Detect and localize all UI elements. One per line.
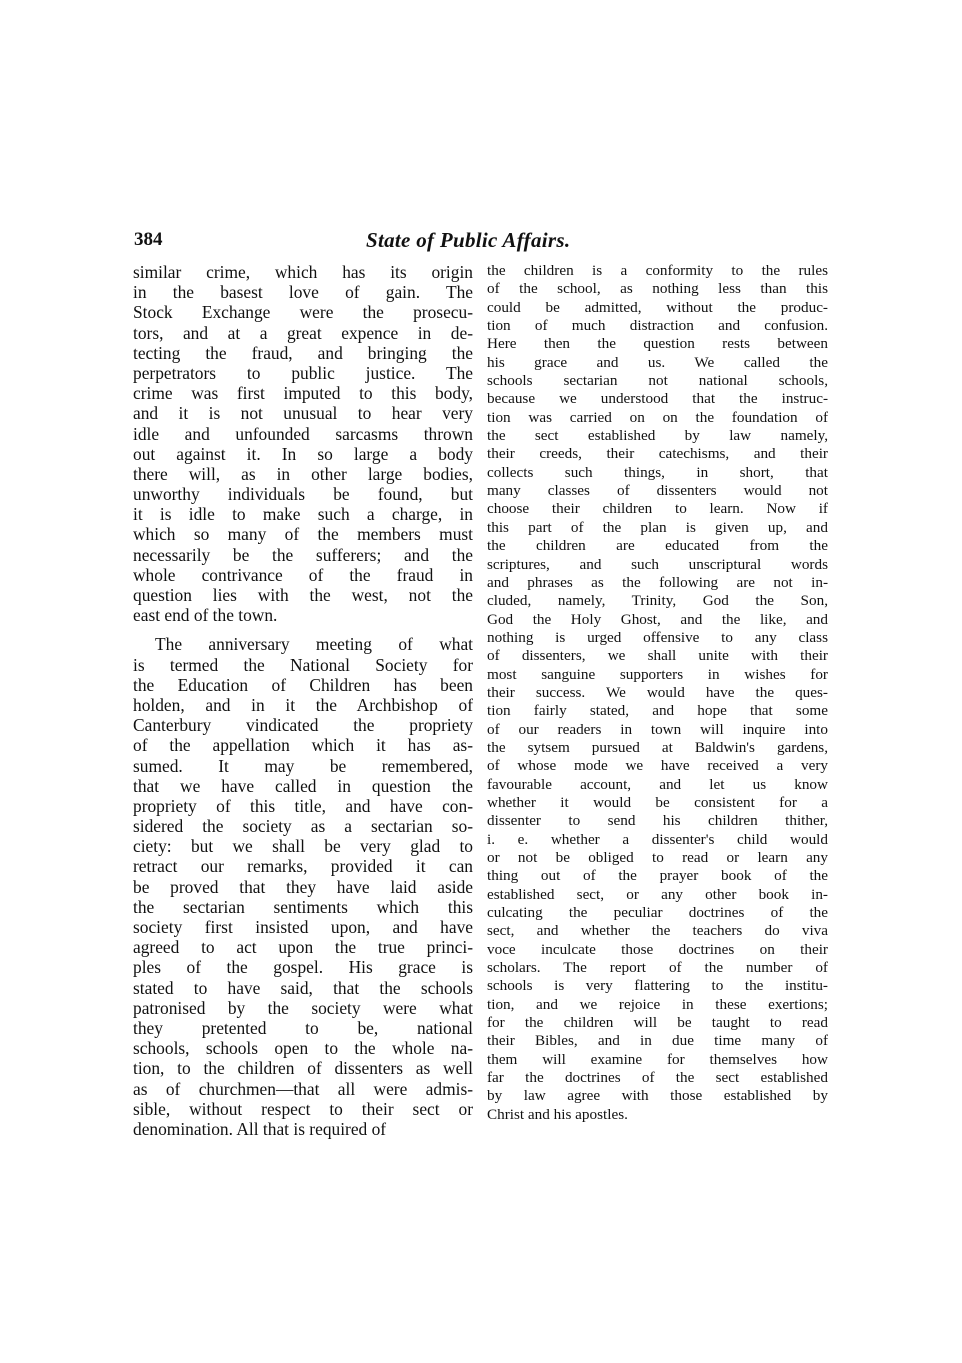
text-line: Stock Exchange were the prosecu- [133, 302, 473, 323]
text-line: denomination. All that is required of [133, 1118, 387, 1139]
text-line: most sanguine supporters in wishes for [487, 665, 828, 683]
text-line: of dissenters, we shall unite with their [487, 647, 828, 665]
text-line: schools sectarian not national schools, [487, 372, 828, 390]
text-line: tion was carried on on the foundation of [487, 408, 828, 426]
text-line: dissenter to send his children thither, [487, 812, 828, 830]
text-line: propriety of this title, and have con- [133, 795, 473, 816]
text-line: east end of the town. [133, 605, 278, 626]
text-line: which so many of the members must [133, 524, 473, 545]
text-line: or not be obliged to read or learn any [487, 849, 828, 866]
text-line: tion, to the children of dissenters as well [133, 1058, 473, 1079]
text-line: tecting the fraud, and bringing the [133, 342, 473, 363]
text-line: favourable account, and let us know [487, 775, 828, 793]
text-line: because we understood that the instruc- [487, 390, 828, 408]
text-line: sible, without respect to their sect or [133, 1098, 473, 1119]
text-line: by law agree with those established by [487, 1087, 828, 1105]
text-line: their Bibles, and in due time many of [487, 1032, 828, 1050]
text-line: the Education of Children has been [133, 674, 473, 695]
text-line: in the basest love of gain. The [133, 282, 473, 303]
text-line: the sect established by law namely, [487, 427, 828, 445]
text-line: ples of the gospel. His grace is [133, 957, 473, 978]
text-line: and phrases as the following are not in- [487, 573, 828, 591]
text-line: crime was first imputed to this body, [133, 383, 473, 404]
text-line: Here then the question rests between [487, 335, 828, 353]
text-line: of our readers in town will inquire into [487, 720, 828, 738]
text-line: whether it would be consistent for a [487, 793, 828, 811]
text-line: them will examine for themselves how [487, 1050, 828, 1068]
text-line: their success. We would have the ques- [487, 683, 828, 701]
text-line: i. e. whether a dissenter's child would [487, 830, 828, 848]
text-line: whole contrivance of the fraud in [133, 564, 473, 585]
text-line: Canterbury vindicated the propriety [133, 715, 473, 736]
text-line: is termed the National Society for [133, 654, 473, 675]
text-line: many classes of dissenters would not [487, 482, 828, 500]
text-line: God the Holy Ghost, and the like, and [487, 610, 828, 628]
text-line: cluded, namely, Trinity, God the Son, [487, 592, 828, 610]
text-line: collects such things, in short, that [487, 463, 828, 481]
text-line: thing out of the prayer book of the [487, 867, 828, 885]
text-line: question lies with the west, not the [133, 585, 473, 605]
text-line: tion, and we rejoice in these exertions; [487, 995, 828, 1013]
text-line: voce inculcate those doctrines on their [487, 940, 828, 958]
text-line: sidered the society as a sectarian so- [133, 816, 473, 837]
text-line: society first insisted upon, and have [133, 917, 473, 937]
text-line: that we have called in question the [133, 775, 473, 796]
text-line: scholars. The report of the number of [487, 959, 828, 977]
left-paragraph-2 [133, 634, 473, 1139]
text-line: necessarily be the sufferers; and the [133, 544, 473, 565]
text-line: as of churchmen—that all were admis- [133, 1078, 473, 1099]
text-line: it is idle to make such a charge, in [133, 504, 473, 525]
text-line: of whose mode we have received a very [487, 757, 828, 775]
page-title: State of Public Affairs. [366, 228, 571, 252]
text-line: for the children will be taught to read [487, 1014, 828, 1032]
text-line: sumed. It may be remembered, [133, 755, 473, 776]
page-number: 384 [134, 229, 163, 250]
text-line: sect, and whether the teachers do viva [487, 922, 828, 940]
text-line: nothing is urged offensive to any class [487, 628, 828, 646]
text-line: retract our remarks, provided it can [133, 856, 473, 877]
text-line: be proved that they have laid aside [133, 876, 473, 897]
left-column [133, 262, 473, 1139]
text-line: schools, schools open to the whole na- [133, 1038, 473, 1059]
text-line: could be admitted, without the produc- [487, 298, 828, 316]
text-line: schools is very flattering to the institu- [487, 977, 828, 995]
text-line: and it is not unusual to hear very [133, 403, 473, 424]
running-head [134, 226, 828, 254]
text-line: the children is a conformity to the rules [487, 262, 828, 279]
text-line: ciety: but we shall be very glad to [133, 836, 473, 857]
text-line: there will, as in other large bodies, [133, 463, 473, 484]
left-paragraph-1 [133, 262, 473, 625]
text-line: scriptures, and such unscriptural words [487, 555, 828, 573]
text-line: perpetrators to public justice. The [133, 362, 473, 383]
text-line: Christ and his apostles. [487, 1105, 628, 1123]
text-line: of the school, as nothing less than this [487, 280, 828, 298]
text-line: this part of the plan is given up, and [487, 518, 828, 536]
text-line: his grace and us. We called the [487, 353, 828, 371]
text-line: tors, and at a great expence in de- [133, 322, 473, 343]
text-line: tion of much distraction and confusion. [487, 317, 828, 335]
text-line: far the doctrines of the sect established [487, 1069, 828, 1087]
text-line: choose their children to learn. Now if [487, 500, 828, 518]
text-line: out against it. In so large a body [133, 443, 473, 464]
paragraph-gap [133, 625, 473, 634]
right-paragraph-1 [487, 262, 828, 1124]
text-line: stated to have said, that the schools [133, 977, 473, 998]
text-line: culcating the peculiar doctrines of the [487, 904, 828, 922]
text-line: tion fairly stated, and hope that some [487, 702, 828, 720]
text-line: they pretented to be, national [133, 1017, 473, 1038]
text-line: holden, and in it the Archbishop of [133, 694, 473, 715]
text-line: similar crime, which has its origin [133, 262, 473, 282]
text-line: agreed to act upon the true princi- [133, 937, 473, 958]
text-line: idle and unfounded sarcasms thrown [133, 423, 473, 444]
text-line: the sectarian sentiments which this [133, 896, 473, 917]
text-line: of the appellation which it has as- [133, 735, 473, 756]
text-line: The anniversary meeting of what [155, 634, 473, 655]
text-line: the sytsem pursued at Baldwin's gardens, [487, 738, 828, 756]
text-line: patronised by the society were what [133, 997, 473, 1018]
text-line: established sect, or any other book in- [487, 885, 828, 903]
right-column [487, 262, 828, 1124]
text-line: the children are educated from the [487, 537, 828, 555]
text-line: unworthy individuals be found, but [133, 484, 473, 505]
text-line: their creeds, their catechisms, and their [487, 445, 828, 463]
